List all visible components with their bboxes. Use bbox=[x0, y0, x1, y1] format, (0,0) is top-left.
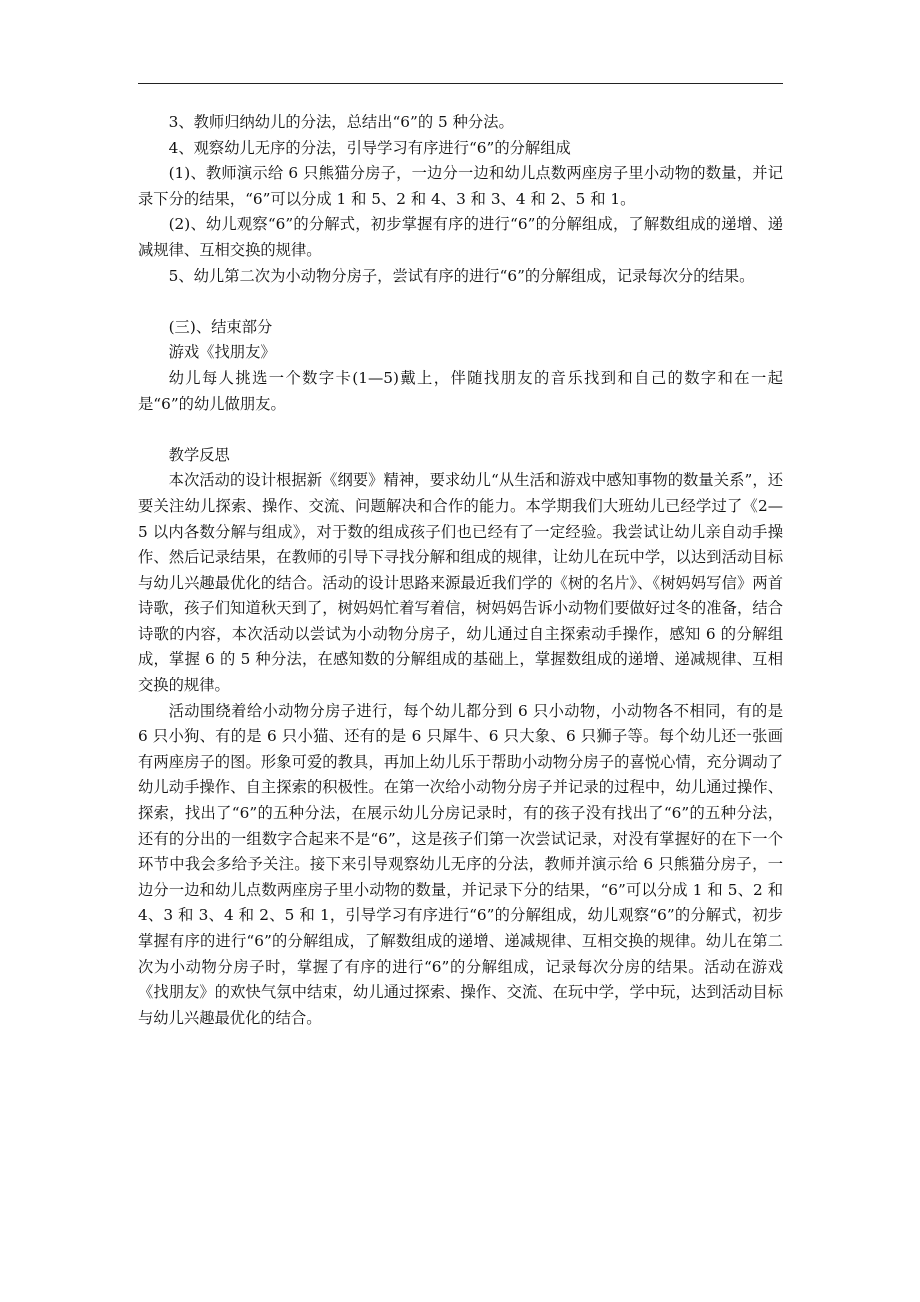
step-4-2-paragraph: (2)、幼儿观察“6”的分解式，初步掌握有序的进行“6”的分解组成，了解数组成的递增、递减规律、互相交换的规律。 bbox=[138, 215, 783, 259]
reflection-paragraph-1: 本次活动的设计根据新《纲要》精神，要求幼儿“从生活和游戏中感知事物的数量关系”，还要关注幼儿探索、操作、交流、问题解决和合作的能力。本学期我们大班幼儿已经学过了《2—5 以内各数分解与组成》，对于数的组成孩子们也已经有了一定经验。我尝试让幼儿亲自动手操作、然后记录结果，在教师的引导下寻找分解和组成的规律，让幼儿在玩中学，以达到活动目标与幼儿兴趣最优化的结合。活动的设计思路来源最近我们学的《树的名片》、《树妈妈写信》两首诗歌，孩子们知道秋天到了，树妈妈忙着写着信，树妈妈告诉小动物们要做好过冬的准备，结合诗歌的内容，本次活动以尝试为小动物分房子，幼儿通过自主探索动手操作，感知 6 的分解组成，掌握 6 的 5 种分法，在感知数的分解组成的基础上，掌握数组成的递增、递减规律、互相交换的规律。 bbox=[138, 471, 783, 695]
section-3-heading: (三)、结束部分 bbox=[168, 317, 273, 336]
reflection-paragraph-2: 活动围绕着给小动物分房子进行，每个幼儿都分到 6 只小动物，小动物各不相同，有的是 6 只小狗、有的是 6 只小猫、还有的是 6 只犀牛、6 只大象、6 只狮子等。每个幼儿还一张画有两座房子的图。形象可爱的教具，再加上幼儿乐于帮助小动物分房子的喜悦心情，充分调动了幼儿动手操作、自主探索的积极性。在第一次给小动物分房子并记录的过程中，幼儿通过操作、探索，找出了“6”的五种分法，在展示幼儿分房记录时，有的孩子没有找出了“6”的五种分法，还有的分出的一组数字合起来不是“6”，这是孩子们第一次尝试记录，对没有掌握好的在下一个环节中我会多给予关注。接下来引导观察幼儿无序的分法，教师并演示给 6 只熊猫分房子，一边分一边和幼儿点数两座房子里小动物的数量，并记录下分的结果，“6”可以分成 1 和 5、2 和 4、3 和 3、4 和 2、5 和 1，引导学习有序进行“6”的分解组成，幼儿观察“6”的分解式，初步掌握有序的进行“6”的分解组成，了解数组成的递增、递减规律、互相交换的规律。幼儿在第二次为小动物分房子时，掌握了有序的进行“6”的分解组成，记录每次分房的结果。活动在游戏《找朋友》的欢快气氛中结束，幼儿通过探索、操作、交流、在玩中学，学中玩，达到活动目标与幼儿兴趣最优化的结合。 bbox=[138, 701, 783, 1027]
document-body bbox=[138, 110, 783, 1031]
game-title: 游戏《找朋友》 bbox=[168, 343, 276, 362]
header-rule bbox=[138, 83, 783, 84]
reflection-heading: 教学反思 bbox=[168, 445, 230, 464]
game-paragraph: 幼儿每人挑选一个数字卡(1—5)戴上，伴随找朋友的音乐找到和自己的数字和在一起是“6”的幼儿做朋友。 bbox=[138, 368, 783, 413]
step-3-paragraph: 3、教师归纳幼儿的分法，总结出“6”的 5 种分法。 bbox=[168, 113, 514, 131]
blank-line bbox=[138, 417, 783, 443]
step-5-paragraph: 5、幼儿第二次为小动物分房子，尝试有序的进行“6”的分解组成，记录每次分的结果。 bbox=[168, 266, 755, 285]
step-4-1-paragraph: (1)、教师演示给 6 只熊猫分房子，一边分一边和幼儿点数两座房子里小动物的数量，并记录下分的结果，“6”可以分成 1 和 5、2 和 4、3 和 3、4 和 2、5 和 1。 bbox=[138, 164, 783, 208]
step-4-paragraph: 4、观察幼儿无序的分法，引导学习有序进行“6”的分解组成 bbox=[168, 138, 571, 157]
blank-line bbox=[138, 289, 783, 315]
